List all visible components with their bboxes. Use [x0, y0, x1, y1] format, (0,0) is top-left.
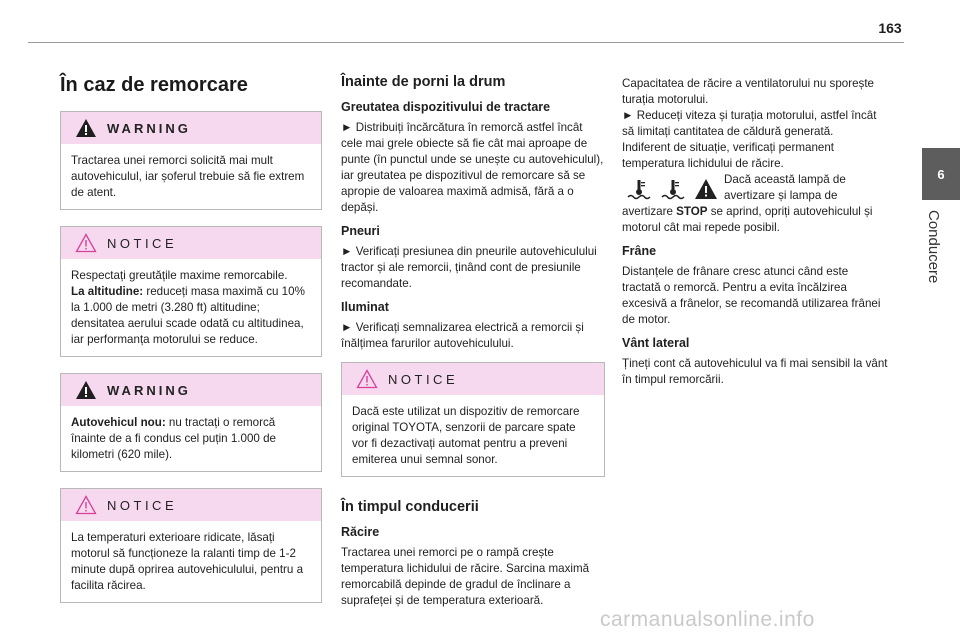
warning-box — [60, 373, 322, 472]
notice-triangle-icon — [75, 495, 97, 515]
notice-label: NOTICE — [107, 497, 178, 513]
subsection-title: Pneuri — [341, 224, 380, 238]
warning-header — [61, 112, 321, 144]
section-heading: Înainte de porni la drum — [341, 74, 506, 90]
notice-triangle-icon — [356, 369, 378, 389]
subsection-title: Greutatea dispozitivului de tractare — [341, 100, 551, 114]
subsection-title: Iluminat — [341, 300, 389, 314]
paragraph: avertizare STOP se aprind, opriți autovehiculul și motorul cât mai repede posibil. — [622, 205, 873, 234]
notice-header — [342, 363, 604, 395]
page-number: 163 — [878, 20, 902, 36]
warning-header — [61, 374, 321, 406]
subsection-title: Vânt lateral — [622, 336, 690, 350]
notice-header — [61, 489, 321, 521]
notice-text: Respectați greutățile maxime remorcabile. La altitudine: reduceți masa maximă cu 10% la 1.000 de metri (3.280 ft) altitudine; densitatea aerului scade odată cu altitudinea, iar performanța motorului se reduce. — [71, 269, 305, 346]
notice-text: Dacă este utilizat un dispozitiv de remorcare original TOYOTA, senzorii de parcare spate vor fi dezactivați automat pentru a preveni emiterea unui semnal sonor. — [352, 405, 580, 466]
coolant-temperature-icon — [626, 178, 652, 200]
notice-box — [60, 488, 322, 603]
paragraph: Țineți cont că autovehiculul va fi mai sensibil la vânt în timpul remorcării. — [622, 357, 888, 386]
paragraph: ► Verificați presiunea din pneurile autovehiculului tractor și ale remorcii, ținând cont de presiunile recomandate. — [341, 245, 597, 290]
column-left — [60, 64, 322, 619]
subsection-title: Răcire — [341, 525, 380, 539]
column-middle — [341, 64, 605, 615]
notice-box — [341, 362, 605, 477]
paragraph: Capacitatea de răcire a ventilatorului nu sporește turația motorului. — [622, 77, 874, 106]
section-heading: În caz de remorcare — [60, 74, 248, 96]
warning-text: Autovehicul nou: nu tractați o remorcă înainte de a fi condus cel puțin 1.000 de kilometri (620 mile). — [71, 416, 276, 461]
column-right — [622, 76, 888, 394]
coolant-temperature-icon — [660, 178, 686, 200]
warning-triangle-icon — [75, 118, 97, 138]
notice-text: La temperaturi exterioare ridicate, lăsați motorul să funcționeze la ralanti timp de 1-2 minute după oprirea autovehiculului, pentru a facilita răcirea. — [71, 531, 304, 592]
warning-label: WARNING — [107, 120, 191, 136]
subsection-title: Frâne — [622, 244, 657, 258]
paragraph: ► Distribuiți încărcătura în remorcă astfel încât cele mai grele obiecte să fie cât mai aproape de punte (în punctul unde se unește cu autovehiculul), iar greutatea pe dispozitivul de remorcare să se apropie de valoarea maximă admisă, fără a o depăși. — [341, 121, 604, 214]
warning-lamps-row — [622, 172, 888, 204]
warning-box — [60, 111, 322, 210]
notice-header — [61, 227, 321, 259]
chapter-tab[interactable]: 6 — [922, 148, 960, 200]
warning-text: Tractarea unei remorci solicită mai mult autovehiculul, iar șoferul trebuie să fie extrem de atent. — [71, 154, 305, 199]
paragraph: ► Reduceți viteza și turația motorului, astfel încât să limitați cantitatea de căldură generată. — [622, 109, 877, 138]
paragraph: Distanțele de frânare cresc atunci când este tractată o remorcă. Pentru a evita încălzirea excesivă a frânelor, se recomandă utilizarea frânei de motor. — [622, 265, 881, 326]
chapter-title: Conducere — [925, 210, 942, 284]
paragraph: ► Verificați semnalizarea electrică a remorcii și înălțimea farurilor autovehiculului. — [341, 321, 584, 350]
paragraph: Dacă această lampă de avertizare și lampa de — [724, 173, 846, 202]
notice-label: NOTICE — [388, 371, 459, 387]
paragraph: Indiferent de situație, verificați permanent temperatura lichidului de răcire. — [622, 141, 835, 170]
notice-box — [60, 226, 322, 357]
warning-label: WARNING — [107, 382, 191, 398]
warning-triangle-icon — [75, 380, 97, 400]
section-heading: În timpul conducerii — [341, 499, 479, 515]
notice-triangle-icon — [75, 233, 97, 253]
warning-triangle-icon — [694, 178, 718, 200]
notice-label: NOTICE — [107, 235, 178, 251]
header-rule — [28, 42, 904, 43]
watermark: carmanualsonline.info — [600, 608, 815, 631]
warning-lamps — [622, 172, 724, 200]
paragraph: Tractarea unei remorci pe o rampă crește temperatura lichidului de răcire. Sarcina maximă remorcabilă depinde de gradul de înclinare a suprafeței și de temperatura exterioară. — [341, 546, 590, 607]
